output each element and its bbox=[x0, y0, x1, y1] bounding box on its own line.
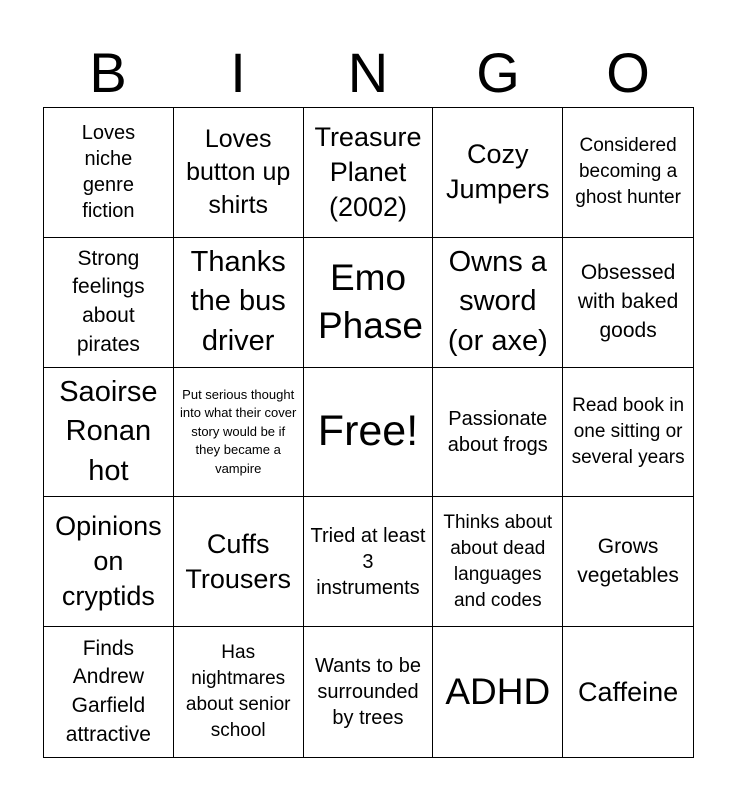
bingo-cell[interactable] bbox=[44, 627, 174, 757]
cell-text: Caffeine bbox=[578, 676, 679, 707]
bingo-cell[interactable] bbox=[433, 368, 563, 498]
cell-text: Free! bbox=[317, 407, 419, 456]
bingo-cell[interactable] bbox=[174, 497, 304, 627]
cell-text: Wants to be surrounded by trees bbox=[314, 655, 421, 730]
cell-text: Loves button up shirts bbox=[186, 124, 291, 219]
bingo-cell[interactable] bbox=[433, 238, 563, 368]
cell-text: Passionate about frogs bbox=[447, 407, 548, 456]
cell-text: Grows vegetables bbox=[577, 535, 679, 587]
bingo-cell[interactable] bbox=[174, 108, 304, 238]
bingo-cell[interactable] bbox=[174, 238, 304, 368]
cell-text: Considered becoming a ghost hunter bbox=[575, 135, 681, 209]
bingo-board bbox=[43, 107, 694, 758]
cell-text: Saoirse Ronan hot bbox=[59, 375, 158, 487]
bingo-cell[interactable] bbox=[44, 108, 174, 238]
cell-text: Thanks the bus driver bbox=[190, 246, 286, 357]
bingo-cell[interactable] bbox=[563, 497, 693, 627]
cell-text: Emo Phase bbox=[317, 257, 423, 347]
bingo-cell[interactable] bbox=[174, 627, 304, 757]
header-letter-n: N bbox=[347, 41, 389, 104]
header-letter-b: B bbox=[89, 41, 127, 104]
bingo-header bbox=[43, 38, 693, 108]
cell-text: Opinions on cryptids bbox=[55, 511, 162, 612]
cell-text: Treasure Planet (2002) bbox=[314, 121, 422, 222]
header-letter-o: O bbox=[606, 41, 650, 104]
bingo-cell[interactable] bbox=[563, 238, 693, 368]
cell-text: Obsessed with baked goods bbox=[577, 261, 679, 342]
cell-text: Strong feelings about pirates bbox=[72, 246, 145, 356]
cell-text: Cozy Jumpers bbox=[446, 139, 550, 205]
bingo-cell free-space[interactable] bbox=[304, 368, 434, 498]
cell-text: Has nightmares about senior school bbox=[185, 642, 291, 742]
cell-text: Read book in one sitting or several years bbox=[571, 394, 685, 468]
bingo-cell[interactable] bbox=[433, 108, 563, 238]
cell-text: Thinks about about dead languages and codes bbox=[443, 511, 553, 611]
bingo-cell[interactable] bbox=[433, 497, 563, 627]
cell-text: Put serious thought into what their cover story would be if they became a vampire bbox=[180, 386, 297, 476]
bingo-cell[interactable] bbox=[44, 238, 174, 368]
bingo-cell[interactable] bbox=[304, 497, 434, 627]
header-letter-i: I bbox=[230, 41, 246, 104]
bingo-cell[interactable] bbox=[563, 108, 693, 238]
cell-text: Tried at least 3 instruments bbox=[310, 524, 426, 599]
bingo-cell[interactable] bbox=[304, 108, 434, 238]
bingo-cell[interactable] bbox=[174, 368, 304, 498]
bingo-cell[interactable] bbox=[304, 627, 434, 757]
cell-text: Owns a sword (or axe) bbox=[447, 246, 548, 357]
header-letter-g: G bbox=[476, 41, 520, 104]
bingo-cell[interactable] bbox=[563, 627, 693, 757]
bingo-cell[interactable] bbox=[44, 497, 174, 627]
cell-text: Finds Andrew Garfield attractive bbox=[65, 636, 151, 746]
bingo-cell[interactable] bbox=[44, 368, 174, 498]
bingo-cell[interactable] bbox=[563, 368, 693, 498]
cell-text: Cuffs Trousers bbox=[185, 528, 291, 594]
bingo-cell[interactable] bbox=[433, 627, 563, 757]
bingo-cell[interactable] bbox=[304, 238, 434, 368]
cell-text: Loves niche genre fiction bbox=[81, 122, 136, 223]
cell-text: ADHD bbox=[445, 671, 551, 713]
